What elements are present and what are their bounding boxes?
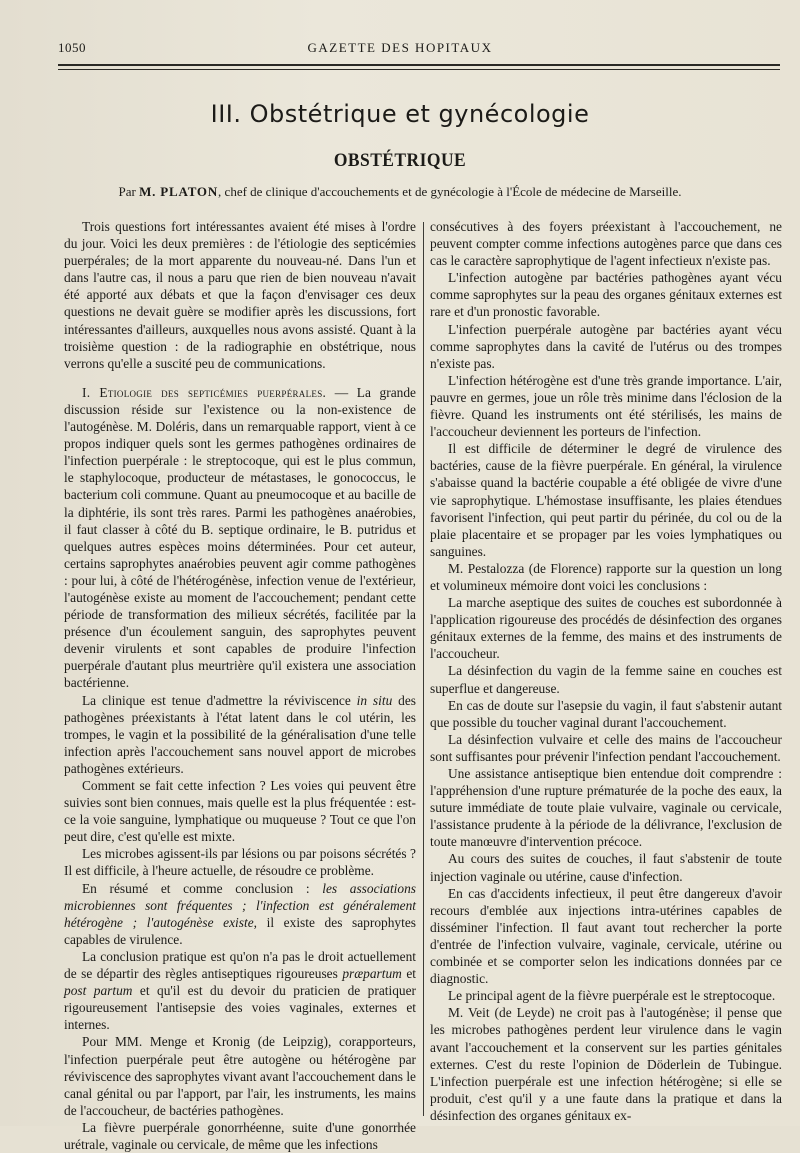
left-column: [64, 218, 416, 1153]
paragraph: L'infection puerpérale autogène par bactéries ayant vécu comme saprophytes dans la cavité de l'utérus ou des trompes n'existe pas.: [430, 321, 782, 371]
paragraph: Il est difficile de déterminer le degré de virulence des bactéries, cause de la fièvre puerpérale. En général, la virulence s'abaisse quand la bactérie coupable a été obligée de vivre d'une vie saprophytique. L'hémostase insuffisante, les plaies étendues favorisent l'infection, qui peut partir du périnée, du col ou de la plaie placentaire et se propager par les voies lymphatiques ou sanguines.: [430, 441, 782, 559]
page-number: 1050: [58, 40, 86, 55]
paragraph: La désinfection vulvaire et celle des mains de l'accoucheur sont suffisantes pour prévenir l'infection pendant l'accouchement.: [430, 731, 782, 764]
paragraph: Pour MM. Menge et Kronig (de Leipzig), corapporteurs, l'infection puerpérale peut être autogène ou hétérogène par réviviscence des saprophytes vivant avant l'accouchement dans le canal génital ou par l'apport, par l'air, les instruments, les mains de l'accoucheur, de bactéries pathogènes.: [64, 1034, 416, 1118]
paragraph: consécutives à des foyers préexistant à l'accouchement, ne peuvent compter comme infections autogènes parce que dans ces cas le caractère saprophytique de l'agent infectieux n'existe pas.: [430, 219, 782, 269]
paragraph: La clinique est tenue d'admettre la réviviscence in situ des pathogènes préexistants à l'état latent dans le col utérin, les trompes, le vagin et la possibilité de la généralisation d'une telle infection après l'accouchement sans nouvel apport de microbes pathogènes extérieurs.: [64, 692, 416, 776]
byline-affiliation: , chef de clinique d'accouchements et de gynécologie à l'École de médecine de Marseille.: [218, 184, 682, 199]
header-rule-thick: [58, 64, 780, 66]
paragraph: L'infection hétérogène est d'une très grande importance. L'air, pauvre en germes, joue un rôle très minime dans l'éclosion de la fièvre. Quand les instruments ont été stérilisés, les mains de l'accoucheur deviennent les porteurs de l'infection.: [430, 372, 782, 440]
paragraph: Trois questions fort intéressantes avaient été mises à l'ordre du jour. Voici les deux premières : de l'étiologie des septicémies puerpérales; de la mort apparente du nouveau-né. Dans l'un et dans l'autre cas, il nous a paru que rien de bien nouveau n'avait été apporté aux débats et que la façon d'envisager ces deux questions ne devait guère se modifier après les discussions, fort intéressantes d'ailleurs, auxquelles nous avons assisté. Quant à la troisième question : de la radiographie en obstétrique, nous verrons qu'elle a suscité peu de communications.: [64, 219, 416, 371]
paragraph: En cas de doute sur l'asepsie du vagin, il faut s'abstenir autant que possible du toucher vaginal durant l'accouchement.: [430, 697, 782, 730]
running-head: [0, 36, 800, 58]
paragraph: L'infection autogène par bactéries pathogènes ayant vécu comme saprophytes sur la peau des organes génitaux externes est rare et d'un pronostic favorable.: [430, 270, 782, 320]
header-rule-thin: [58, 69, 780, 70]
paragraph: La fièvre puerpérale gonorrhéenne, suite d'une gonorrhée urétrale, vaginale ou cervicale, de même que les infections: [64, 1119, 416, 1152]
paragraph: Comment se fait cette infection ? Les voies qui peuvent être suivies sont bien connues, mais quelle est la plus fréquentée : est-ce la voie sanguine, lymphatique ou muqueuse ? Tout ce que l'on peut dire, c'est qu'elle est mixte.: [64, 778, 416, 845]
paragraph: La désinfection du vagin de la femme saine en couches est superflue et dangereuse.: [430, 663, 782, 696]
paragraph: En cas d'accidents infectieux, il peut être dangereux d'avoir recours d'emblée aux injections intra-utérines capables de disséminer l'infection. Il faut avant tout rechercher la porte d'entrée de l'infection vulvaire, vaginale, cervicale, utérine ou combinée et se comporter selon les indications données par ce diagnostic.: [430, 885, 782, 987]
paragraph: Au cours des suites de couches, il faut s'abstenir de toute injection vaginale ou utérine, cause d'infection.: [430, 851, 782, 884]
right-column: [430, 218, 782, 1124]
journal-title: GAZETTE DES HOPITAUX: [307, 40, 493, 55]
paragraph: M. Pestalozza (de Florence) rapporte sur la question un long et volumineux mémoire dont voici les conclusions :: [430, 560, 782, 593]
paragraph: M. Veit (de Leyde) ne croit pas à l'autogénèse; il pense que les microbes pathogènes perdent leur virulence dans le vagin avant l'accouchement et la conservent sur les parties génitales externes. C'est du reste l'opinion de Döderlein de Tubingue. L'infection puerpérale est une infection hétérogène; si elle se produit, c'est qu'il y a une faute dans la pratique et dans la désinfection des organes génitaux ex-: [430, 1005, 782, 1123]
subsection-title: OBSTÉTRIQUE: [333, 150, 467, 171]
column-divider: [423, 222, 424, 1116]
byline: [0, 184, 800, 200]
paragraph: Les microbes agissent-ils par lésions ou par poisons sécrétés ? Il est difficile, à l'heure actuelle, de résoudre ce problème.: [64, 846, 416, 879]
paragraph: La conclusion pratique est qu'on n'a pas le droit actuellement de se départir des règles antiseptiques rigoureuses præpartum et post partum et qu'il est du devoir du praticien de pratiquer rigoureusement l'antisepsie des voies vaginales, externes et internes.: [64, 948, 416, 1033]
paragraph: I. Etiologie des septicémies puerpérales. — La grande discussion réside sur l'existence ou la non-existence de l'autogénèse. M. Doléris, dans un remarquable rapport, vient à ce propos indiquer quels sont les germes pathogènes ordinaires de l'infection puerpérale : le streptocoque, qui est le plus commun, le staphylocoque, producteur de métastases, le gonococcus, le bacterium coli commune. Quant au pneumocoque et au bacille de la diphtérie, ils sont très rares. Parmi les pathogènes anaérobies, il faut classer à côté du B. septique ordinaire, le B. putridus et quelques autres espèces moins déterminées. Pour cet auteur, certains saprophytes anaérobies peuvent agir comme pathogènes : pour lui, à côté de l'hétérogénèse, infection venue de l'extérieur, l'autogénèse existe au moment de l'accouchement; pendant cette période de transformation des milieux sécrétés, facilitée par la présence d'un écoulement sanguin, des saprophytes peuvent devenir virulents et sont capables de produire l'infection puerpérale d'autant plus meurtrière qu'il existera une association bactérienne.: [64, 384, 416, 691]
paragraph: Le principal agent de la fièvre puerpérale est le streptocoque.: [448, 988, 776, 1004]
byline-author: M. PLATON: [139, 184, 219, 199]
paragraph: En résumé et comme conclusion : les associations microbiennes sont fréquentes ; l'infection est généralement hétérogène ; l'autogénèse existe, il existe des saprophytes capables de virulence.: [64, 880, 416, 947]
paragraph: Une assistance antiseptique bien entendue doit comprendre : l'appréhension d'une rupture prématurée de la poche des eaux, la suture immédiate de toute plaie vulvaire, vaginale ou cervicale, l'assistance prudente à la période de la délivrance, l'exclusion de toute manœuvre d'intervention précoce.: [430, 766, 782, 850]
section-title: III. Obstétrique et gynécologie: [210, 100, 590, 128]
paragraph: La marche aseptique des suites de couches est subordonnée à l'application rigoureuse des procédés de désinfection des organes génitaux externes de la femme, des mains et des instruments de l'accoucheur.: [430, 595, 782, 662]
byline-prefix: Par: [118, 184, 136, 199]
section-heading-etiologie: I. Etiologie des septicémies puerpérales.: [82, 384, 327, 400]
